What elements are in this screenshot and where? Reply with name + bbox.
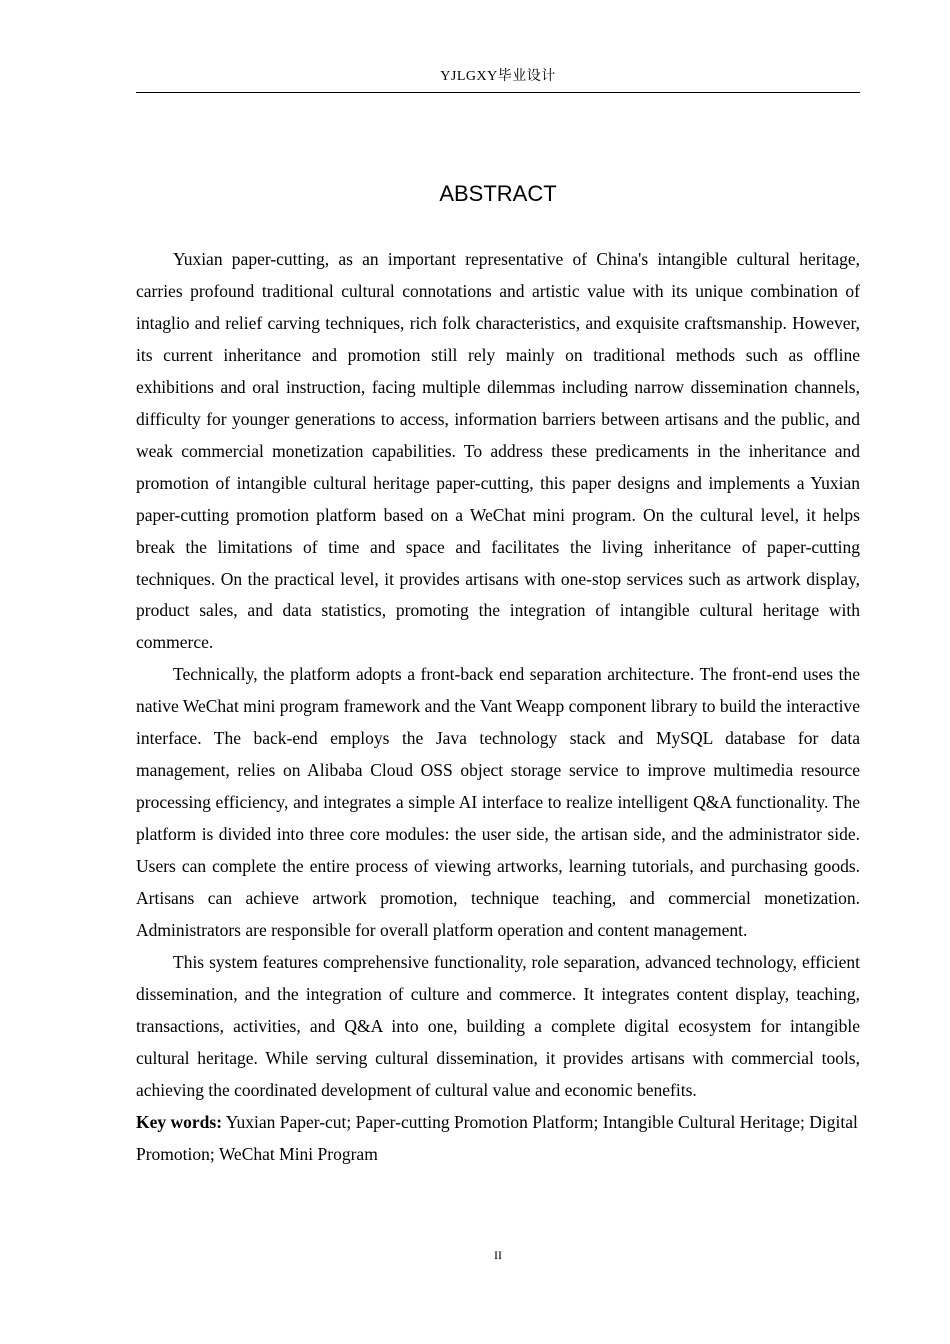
abstract-body [136, 244, 860, 1171]
keywords-line [136, 1107, 860, 1171]
abstract-paragraph-3: This system features comprehensive functionality, role separation, advanced technology, efficient dissemination, and the integration of culture and commerce. It integrates content display, teaching, transactions, activities, and Q&A into one, building a complete digital ecosystem for intangible cultural heritage. While serving cultural dissemination, it provides artisans with commercial tools, achieving the coordinated development of cultural value and economic benefits. [136, 951, 860, 1100]
page-header [136, 66, 860, 93]
keywords-text: Yuxian Paper-cut; Paper-cutting Promotion Platform; Intangible Cultural Heritage; Digital Promotion; WeChat Mini Program [136, 1111, 858, 1164]
keywords-label: Key words: [136, 1111, 223, 1132]
abstract-paragraph-2: Technically, the platform adopts a front-back end separation architecture. The front-end uses the native WeChat mini program framework and the Vant Weapp component library to build the interactive interface. The back-end employs the Java technology stack and MySQL database for data management, relies on Alibaba Cloud OSS object storage service to improve multimedia resource processing efficiency, and integrates a simple AI interface to realize intelligent Q&A functionality. The platform is divided into three core modules: the user side, the artisan side, and the administrator side. Users can complete the entire process of viewing artworks, learning tutorials, and purchasing goods. Artisans can achieve artwork promotion, technique teaching, and commercial monetization. Administrators are responsible for overall platform operation and content management. [136, 664, 860, 941]
page-number: II [494, 1248, 502, 1262]
abstract-title: ABSTRACT [439, 181, 557, 206]
header-text: YJLGXY毕业设计 [440, 69, 556, 84]
abstract-paragraph-1: Yuxian paper-cutting, as an important representative of China's intangible cultural heritage, carries profound traditional cultural connotations and artistic value with its unique combination of intaglio and relief carving techniques, rich folk characteristics, and exquisite craftsmanship. However, its current inheritance and promotion still rely mainly on traditional methods such as offline exhibitions and oral instruction, facing multiple dilemmas including narrow dissemination channels, difficulty for younger generations to access, information barriers between artisans and the public, and weak commercial monetization capabilities. To address these predicaments in the inheritance and promotion of intangible cultural heritage paper-cutting, this paper designs and implements a Yuxian paper-cutting promotion platform based on a WeChat mini program. On the cultural level, it helps break the limitations of time and space and facilitates the living inheritance of paper-cutting techniques. On the practical level, it provides artisans with one-stop services such as artwork display, product sales, and data statistics, promoting the integration of intangible cultural heritage with commerce. [136, 249, 860, 653]
